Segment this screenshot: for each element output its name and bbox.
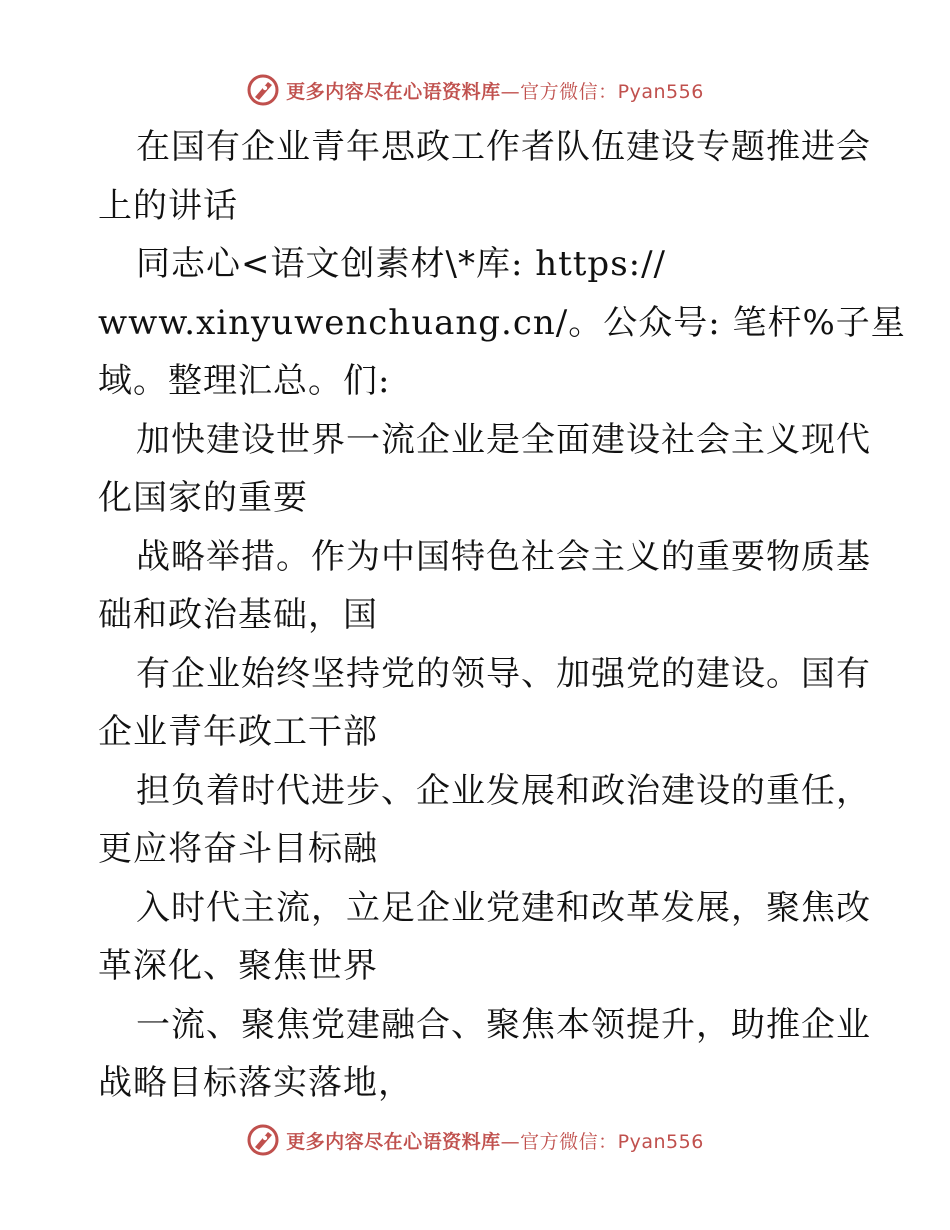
text-line: 域。整理汇总。们:	[98, 361, 391, 401]
text-line: 企业青年政工干部	[98, 712, 378, 752]
header-banner	[0, 70, 950, 110]
banner-main-text: 更多内容尽在心语资料库	[286, 1130, 501, 1153]
text-line: 一流、聚焦党建融合、聚焦本领提升，助推企业	[136, 1004, 871, 1045]
text-line: 担负着时代进步、企业发展和政治建设的重任，	[136, 770, 871, 811]
pen-logo-icon	[246, 73, 280, 107]
text-line: 在国有企业青年思政工作者队伍建设专题推进会	[136, 127, 871, 167]
footer-banner	[0, 1120, 950, 1160]
document-body	[98, 118, 906, 1113]
banner-text	[286, 77, 704, 104]
text-line: 有企业始终坚持党的领导、加强党的建设。国有	[136, 653, 871, 694]
text-line: 同志心<语文创素材\*库: https://	[136, 244, 667, 284]
banner-wechat-text: 官方微信：Pyan556	[520, 1130, 704, 1153]
banner-separator: —	[500, 1130, 521, 1153]
pen-logo-icon	[246, 1123, 280, 1157]
text-line: 入时代主流，立足企业党建和改革发展，聚焦改	[136, 887, 871, 928]
text-line: 更应将奋斗目标融	[98, 829, 378, 869]
text-line: 化国家的重要	[98, 478, 308, 518]
banner-main-text: 更多内容尽在心语资料库	[286, 80, 501, 103]
text-line: 战略举措。作为中国特色社会主义的重要物质基	[136, 536, 871, 577]
banner-wechat-text: 官方微信：Pyan556	[520, 80, 704, 103]
banner-text	[286, 1127, 704, 1154]
text-line: www.xinyuwenchuang.cn/。公众号: 笔杆%子星	[98, 302, 906, 343]
text-line: 加快建设世界一流企业是全面建设社会主义现代	[136, 419, 871, 460]
text-line: 革深化、聚焦世界	[98, 946, 378, 986]
banner-separator: —	[500, 80, 521, 103]
text-line: 础和政治基础，国	[98, 595, 378, 635]
text-line: 战略目标落实落地，	[98, 1063, 413, 1103]
text-line: 上的讲话	[98, 185, 238, 226]
